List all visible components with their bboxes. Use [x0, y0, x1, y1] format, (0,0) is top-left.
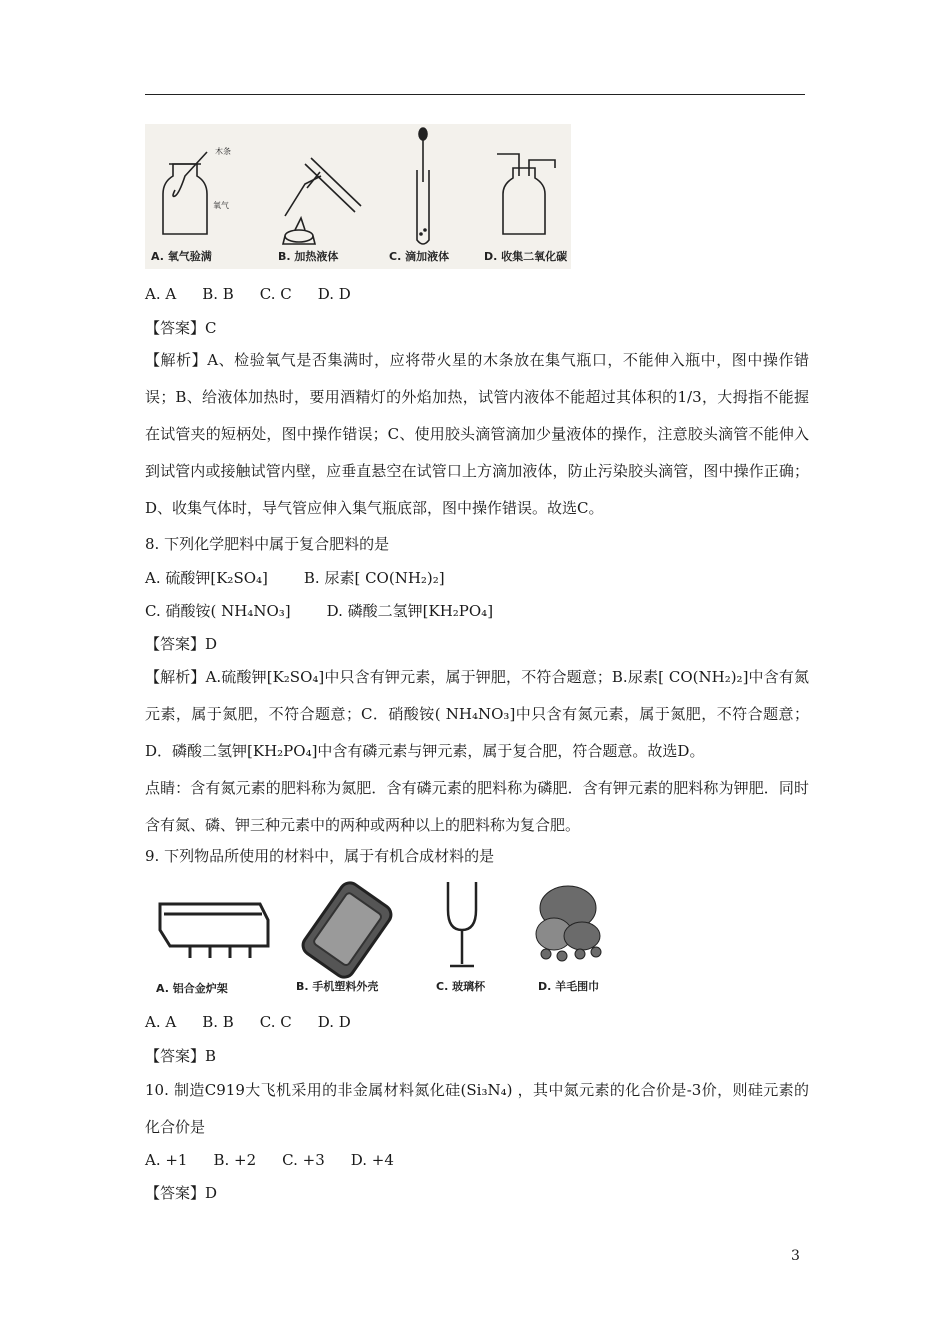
option-b: B. 尿素[ CO(NH₂)₂]	[303, 569, 445, 587]
analysis-tag: 【解析】	[145, 668, 206, 686]
q8-options-row2	[145, 601, 493, 621]
q9-stem: 9. 下列物品所使用的材料中，属于有机合成材料的是	[145, 847, 495, 865]
analysis-text: A、检验氧气是否集满时，应将带火星的木条放在集气瓶口，不能伸入瓶中，图中操作错误；B、给液体加热时，要用酒精灯的外焰加热，试管内液体不能超过其体积的1/3，大拇指不能握在试管夹的短柄处，图中操作错误；C、使用胶头滴管滴加少量液体的操作，注意胶头滴管不能伸入到试管内或接触试管内壁，应垂直悬空在试管口上方滴加液体，防止污染胶头滴管，图中操作正确；D、收集气体时，导气管应伸入集气瓶底部，图中操作错误。故选C。	[145, 351, 809, 517]
q10-options	[145, 1150, 420, 1170]
q7-answer	[145, 318, 217, 338]
option-b: B. B	[202, 285, 234, 303]
q8-options-row1	[145, 568, 445, 588]
q8-answer	[145, 634, 217, 654]
answer-value: D	[205, 1184, 218, 1202]
q10-answer	[145, 1183, 217, 1203]
option-c: C. C	[259, 285, 292, 303]
q10-stem: 10. 制造C919大飞机采用的非金属材料氮化硅(Si₃N₄) ，其中氮元素的化合价是-3价，则硅元素的化合价是	[145, 1081, 809, 1136]
option-d: D. D	[317, 1013, 351, 1031]
q8-analysis	[145, 659, 809, 770]
wool-scarf-drawing	[536, 886, 601, 961]
page-number: 3	[791, 1248, 800, 1264]
q7-options	[145, 284, 377, 304]
materials-figure	[150, 874, 620, 1000]
q8-tip: 点睛：含有氮元素的肥料称为氮肥．含有磷元素的肥料称为磷肥．含有钾元素的肥料称为钾肥．同时含有氮、磷、钾三种元素中的两种或两种以上的肥料称为复合肥。	[145, 779, 809, 834]
fig7-caption-d: D. 收集二氧化碳	[484, 250, 568, 263]
header-rule	[145, 94, 805, 95]
fig7-caption-b: B. 加热液体	[278, 250, 339, 263]
option-d: D. 磷酸二氢钾[KH₂PO₄]	[326, 602, 494, 620]
phone-case-drawing	[299, 879, 395, 981]
fig9-caption-b: B. 手机塑料外壳	[296, 980, 379, 993]
option-a: A. A	[145, 285, 177, 303]
option-b: B. B	[202, 1013, 234, 1031]
option-b: B. +2	[213, 1151, 257, 1169]
lab-operations-figure	[145, 124, 571, 269]
fig9-caption-a: A. 铝合金炉架	[156, 982, 228, 995]
analysis-tag: 【解析】	[145, 351, 208, 369]
glass-cup-drawing	[448, 882, 476, 966]
option-d: D. D	[317, 285, 351, 303]
answer-tag: 【答案】	[145, 1184, 206, 1202]
fig9-caption-c: C. 玻璃杯	[436, 980, 486, 993]
analysis-text: A.硫酸钾[K₂SO₄]中只含有钾元素，属于钾肥，不符合题意；B.尿素[ CO(NH₂)₂]中含有氮元素，属于氮肥，不符合题意；C．硝酸铵( NH₄NO₃]中只含有氮元素，属于氮肥，不符合题意；D．磷酸二氢钾[KH₂PO₄]中含有磷元素与钾元素，属于复合肥，符合题意。故选D。	[145, 668, 809, 760]
fig7-caption-c: C. 滴加液体	[389, 250, 450, 263]
stick-label: 木条	[215, 147, 231, 156]
q8-stem: 8. 下列化学肥料中属于复合肥料的是	[145, 535, 390, 553]
q7-analysis	[145, 342, 809, 527]
answer-tag: 【答案】	[145, 635, 206, 653]
answer-value: C	[205, 319, 217, 337]
option-a: A. +1	[145, 1151, 188, 1169]
oxygen-label: 氧气	[213, 201, 229, 210]
option-c: C. 硝酸铵( NH₄NO₃]	[145, 602, 291, 620]
option-a: A. 硫酸钾[K₂SO₄]	[145, 569, 268, 587]
option-c: C. C	[259, 1013, 292, 1031]
option-d: D. +4	[350, 1151, 394, 1169]
answer-value: B	[205, 1047, 217, 1065]
answer-value: D	[205, 635, 218, 653]
stove-rack-drawing	[160, 904, 268, 958]
option-a: A. A	[145, 1013, 177, 1031]
answer-tag: 【答案】	[145, 319, 206, 337]
fig9-caption-d: D. 羊毛围巾	[538, 980, 600, 993]
fig7-caption-a: A. 氧气验满	[151, 250, 212, 263]
q9-options	[145, 1012, 377, 1032]
answer-tag: 【答案】	[145, 1047, 206, 1065]
q9-answer	[145, 1046, 216, 1066]
option-c: C. +3	[282, 1151, 325, 1169]
